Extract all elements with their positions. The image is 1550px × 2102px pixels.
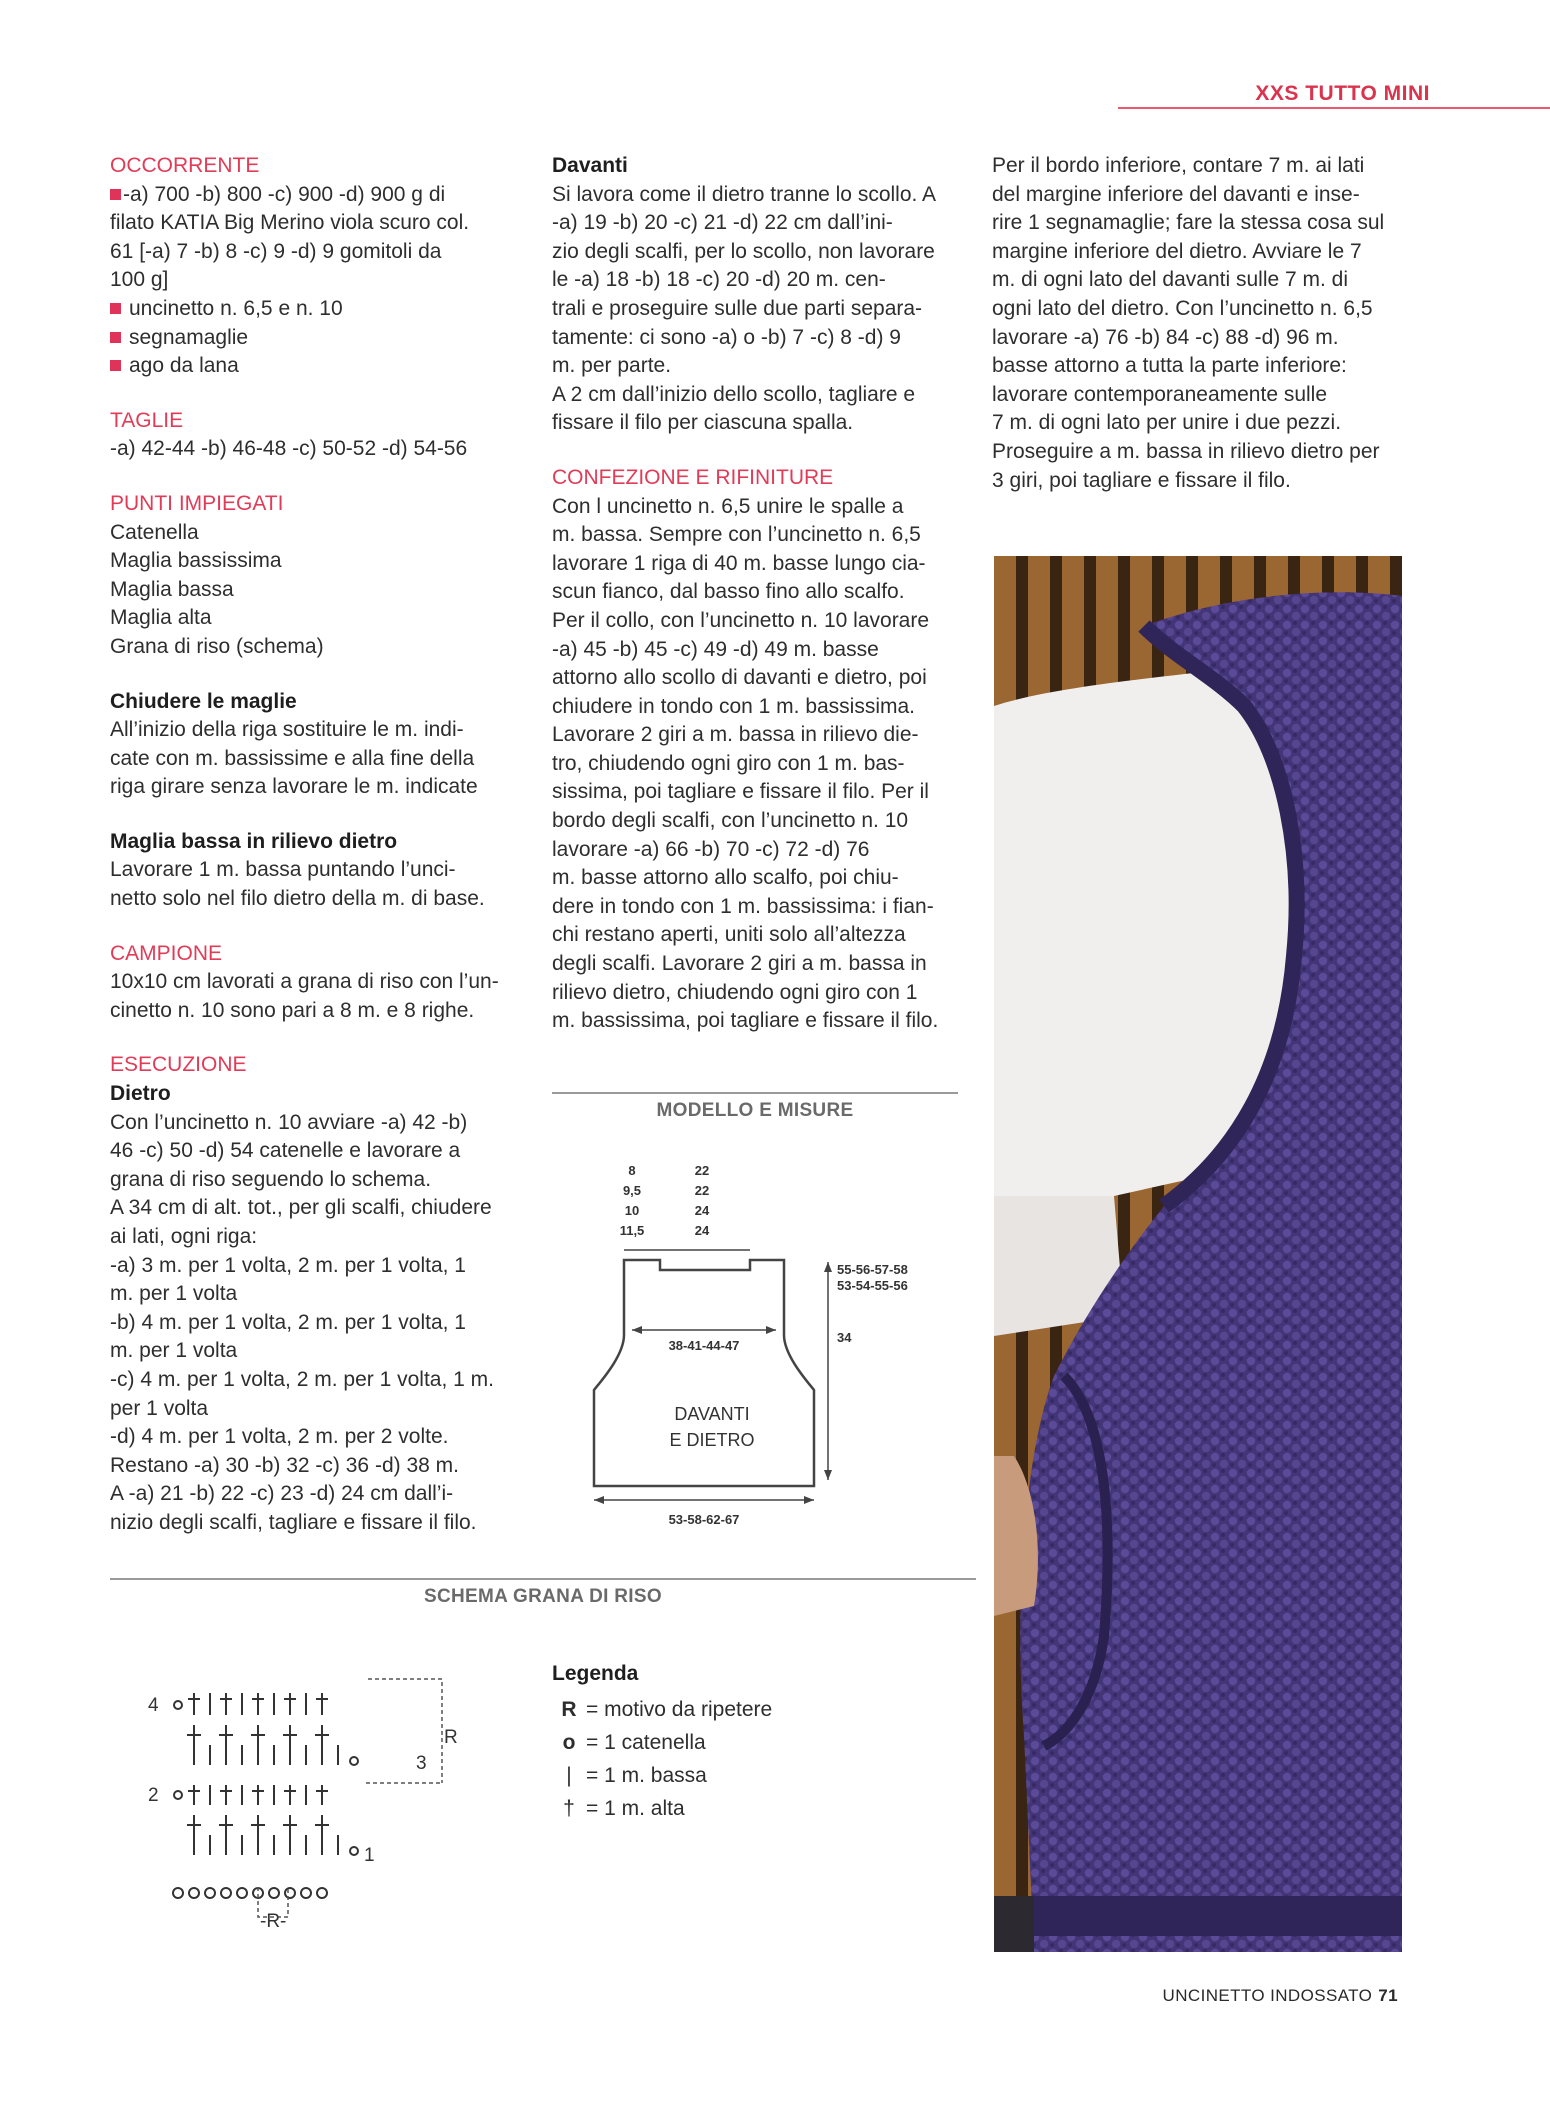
chiudere-line: cate con m. bassissime e alla fine della [110,746,475,770]
list-item: ago da lana [110,352,514,381]
piece-label: DAVANTI [674,1404,750,1424]
row-number: 2 [148,1785,159,1806]
list-item: Catenella [110,520,199,544]
confezione-line: sissima, poi tagliare e fissare il filo. Per il [552,780,929,804]
vest-photo [994,556,1402,1952]
column-3-line: 7 m. di ogni lato per unire i due pezzi. [992,411,1342,435]
column-2 [552,152,958,1036]
confezione-line: m. bassissima, poi tagliare e fissare il filo. [552,1009,939,1033]
dietro-line: grana di riso seguendo lo schema. [110,1167,432,1191]
shoulder-value: 8 [628,1163,636,1178]
davanti-line: m. per parte. [552,354,672,378]
stitch-symbols [173,1693,358,1898]
list-item: Grana di riso (schema) [110,634,324,658]
column-1 [110,152,514,1538]
list-item: Maglia alta [110,606,212,630]
legend-text: = motivo da ripetere [586,1697,773,1721]
esecuzione-heading: ESECUZIONE [110,1053,247,1077]
neck-value: 24 [694,1223,710,1238]
occorrente-line: 100 g] [110,268,169,292]
davanti-line: zio degli scalfi, per lo scollo, non lavorare [552,239,935,263]
row-number: 4 [148,1695,159,1716]
right-top-label: 53-54-55-56 [837,1278,908,1293]
rilievo-line: netto solo nel filo dietro della m. di base. [110,887,485,911]
rilievo-heading: Maglia bassa in rilievo dietro [110,829,398,853]
column-3-line: del margine inferiore del davanti e inse- [992,182,1360,206]
column-3-line: rire 1 segnamaglie; fare la stessa cosa sul [992,211,1385,235]
footer-label: UNCINETTO INDOSSATO [1162,1986,1373,2005]
list-item: segnamaglie [110,324,514,353]
piece-label: E DIETRO [669,1430,755,1450]
confezione-line: lavorare 1 riga di 40 m. basse lungo cia- [552,551,926,575]
confezione-line: scun fianco, dal basso fino allo scalfo. [552,580,905,604]
davanti-line: fissare il filo per ciascuna spalla. [552,411,854,435]
confezione-line: m. basse attorno allo scalfo, poi chiu- [552,866,899,890]
legend-item [552,1759,932,1792]
davanti-line: le -a) 18 -b) 18 -c) 20 -d) 20 m. cen- [552,268,886,292]
davanti-line: -a) 19 -b) 20 -c) 21 -d) 22 cm dall’ini- [552,211,893,235]
chiudere-line: All’inizio della riga sostituire le m. indi- [110,718,464,742]
chiudere-heading: Chiudere le maglie [110,689,297,713]
dietro-heading: Dietro [110,1082,171,1106]
occorrente-line: 61 [-a) 7 -b) 8 -c) 9 -d) 9 gomitoli da [110,239,442,263]
confezione-line: attorno allo scollo di davanti e dietro, poi [552,666,927,690]
confezione-line: -a) 45 -b) 45 -c) 49 -d) 49 m. basse [552,637,879,661]
schema-title: SCHEMA GRANA DI RISO [424,1586,662,1607]
dietro-line: nizio degli scalfi, tagliare e fissare il filo. [110,1510,477,1534]
legend-item [552,1726,932,1759]
neck-value: 22 [694,1183,710,1198]
list-item: uncinetto n. 6,5 e n. 10 [110,295,514,324]
campione-line: 10x10 cm lavorati a grana di riso con l’un- [110,970,499,994]
dietro-line: -c) 4 m. per 1 volta, 2 m. per 1 volta, 1 m. [110,1367,494,1391]
davanti-heading: Davanti [552,154,628,177]
davanti-line: Si lavora come il dietro tranne lo scollo. A [552,182,937,206]
height-label: 34 [837,1330,852,1345]
dietro-line: 46 -c) 50 -d) 54 catenelle e lavorare a [110,1139,461,1163]
section-header: XXS TUTTO MINI [1255,82,1430,105]
dietro-line: Restano -a) 30 -b) 32 -c) 36 -d) 38 m. [110,1453,459,1477]
column-3-line: lavorare contemporaneamente sulle [992,382,1328,406]
repeat-label: R [444,1727,458,1748]
confezione-line: chi restano aperti, uniti solo all’altezza [552,923,906,947]
row-number: 3 [416,1753,427,1774]
bullet-icon [110,189,121,200]
confezione-line: degli scalfi. Lavorare 2 giri a m. bassa in [552,952,927,976]
legend-item [552,1693,932,1726]
column-3-line: 3 giri, poi tagliare e fissare il filo. [992,468,1291,492]
dietro-line: m. per 1 volta [110,1339,238,1363]
list-item: Maglia bassa [110,577,234,601]
dietro-line: -a) 3 m. per 1 volta, 2 m. per 1 volta, 1 [110,1253,466,1277]
campione-heading: CAMPIONE [110,941,223,965]
column-3-line: ogni lato del dietro. Con l’uncinetto n. 6,5 [992,296,1373,320]
occorrente-heading: OCCORRENTE [110,154,260,177]
chiudere-line: riga girare senza lavorare le m. indicate [110,775,478,799]
confezione-line: rilievo dietro, chiudendo ogni giro con 1 [552,980,918,1004]
shoulder-values [620,1163,645,1238]
column-3-line: Per il bordo inferiore, contare 7 m. ai lati [992,154,1365,177]
column-3 [992,152,1402,495]
davanti-line: A 2 cm dall’inizio dello scollo, tagliare e [552,382,916,406]
dietro-line: A -a) 21 -b) 22 -c) 23 -d) 24 cm dall’i- [110,1482,454,1506]
confezione-line: lavorare -a) 66 -b) 70 -c) 72 -d) 76 [552,837,870,861]
davanti-line: tamente: ci sono -a) o -b) 7 -c) 8 -d) 9 [552,325,901,349]
right-top-label: 55-56-57-58 [837,1262,908,1277]
occorrente-line: -a) 700 -b) 800 -c) 900 -d) 900 g di [110,181,514,210]
legend-text: = 1 m. alta [586,1796,685,1820]
confezione-line: Per il collo, con l’uncinetto n. 10 lavorare [552,608,930,632]
bullet-icon [110,303,121,314]
legend-title: Legenda [552,1662,639,1685]
confezione-line: m. bassa. Sempre con l’uncinetto n. 6,5 [552,523,921,547]
neck-value: 22 [694,1163,710,1178]
occorrente-line: filato KATIA Big Merino viola scuro col. [110,211,470,235]
bottom-width-label: 53-58-62-67 [668,1512,740,1527]
dietro-line: per 1 volta [110,1396,209,1420]
punti-heading: PUNTI IMPIEGATI [110,491,284,515]
inner-width-label: 38-41-44-47 [668,1338,740,1353]
confezione-line: chiudere in tondo con 1 m. bassissima. [552,694,916,718]
modello-rule [552,1092,958,1094]
confezione-line: bordo degli scalfi, con l’uncinetto n. 10 [552,809,909,833]
neck-values [695,1163,710,1238]
stitch-chart [140,1665,480,1935]
modello-diagram [552,1150,958,1530]
occorrente-text [110,181,514,295]
dietro-line: -d) 4 m. per 1 volta, 2 m. per 2 volte. [110,1425,449,1449]
chain-symbol: o [562,1730,576,1754]
schema-rule [110,1578,976,1580]
legend-item [552,1792,932,1825]
davanti-line: trali e proseguire sulle due parti separa- [552,296,923,320]
repeat-symbol: R [561,1697,577,1721]
column-3-line: basse attorno a tutta la parte inferiore: [992,354,1347,378]
dietro-line: ai lati, ogni riga: [110,1225,258,1248]
bullet-icon [110,332,121,343]
legend-text: = 1 m. bassa [586,1763,707,1787]
page-number: 71 [1378,1986,1398,2005]
shoulder-value: 10 [624,1203,640,1218]
column-3-line: lavorare -a) 76 -b) 84 -c) 88 -d) 96 m. [992,325,1339,349]
confezione-line: dere in tondo con 1 m. bassissima: i fian- [552,894,934,918]
single-crochet-symbol: | [566,1763,572,1787]
confezione-line: Con l uncinetto n. 6,5 unire le spalle a [552,494,904,518]
repeat-label: -R- [260,1911,287,1932]
row-number: 1 [364,1845,375,1866]
taglie-heading: TAGLIE [110,408,184,432]
dietro-line: Con l’uncinetto n. 10 avviare -a) 42 -b) [110,1110,468,1134]
page-footer [1163,1986,1398,2006]
column-3-line: Proseguire a m. bassa in rilievo dietro per [992,439,1380,463]
dietro-line: A 34 cm di alt. tot., per gli scalfi, chiudere [110,1196,492,1220]
legend [552,1660,932,1825]
confezione-line: tro, chiudendo ogni giro con 1 m. bas- [552,751,905,775]
legend-text: = 1 catenella [586,1730,706,1754]
dietro-line: -b) 4 m. per 1 volta, 2 m. per 1 volta, 1 [110,1310,466,1334]
double-crochet-symbol: † [563,1796,575,1820]
shoulder-value: 11,5 [619,1223,645,1238]
header-rule [1118,107,1550,109]
dietro-line: m. per 1 volta [110,1282,238,1306]
purple-crochet-vest-image [994,556,1402,1952]
rilievo-line: Lavorare 1 m. bassa puntando l’unci- [110,858,456,882]
neck-value: 24 [694,1203,710,1218]
column-3-line: margine inferiore del dietro. Avviare le 7 [992,239,1362,263]
confezione-line: Lavorare 2 giri a m. bassa in rilievo die- [552,723,919,747]
bullet-icon [110,360,121,371]
confezione-heading: CONFEZIONE E RIFINITURE [552,465,834,489]
taglie-text: -a) 42-44 -b) 46-48 -c) 50-52 -d) 54-56 [110,437,468,461]
campione-line: cinetto n. 10 sono pari a 8 m. e 8 righe. [110,998,475,1022]
shoulder-value: 9,5 [622,1183,642,1198]
modello-title: MODELLO E MISURE [656,1100,854,1121]
list-item: Maglia bassissima [110,549,282,573]
column-3-line: m. di ogni lato del davanti sulle 7 m. di [992,268,1349,292]
